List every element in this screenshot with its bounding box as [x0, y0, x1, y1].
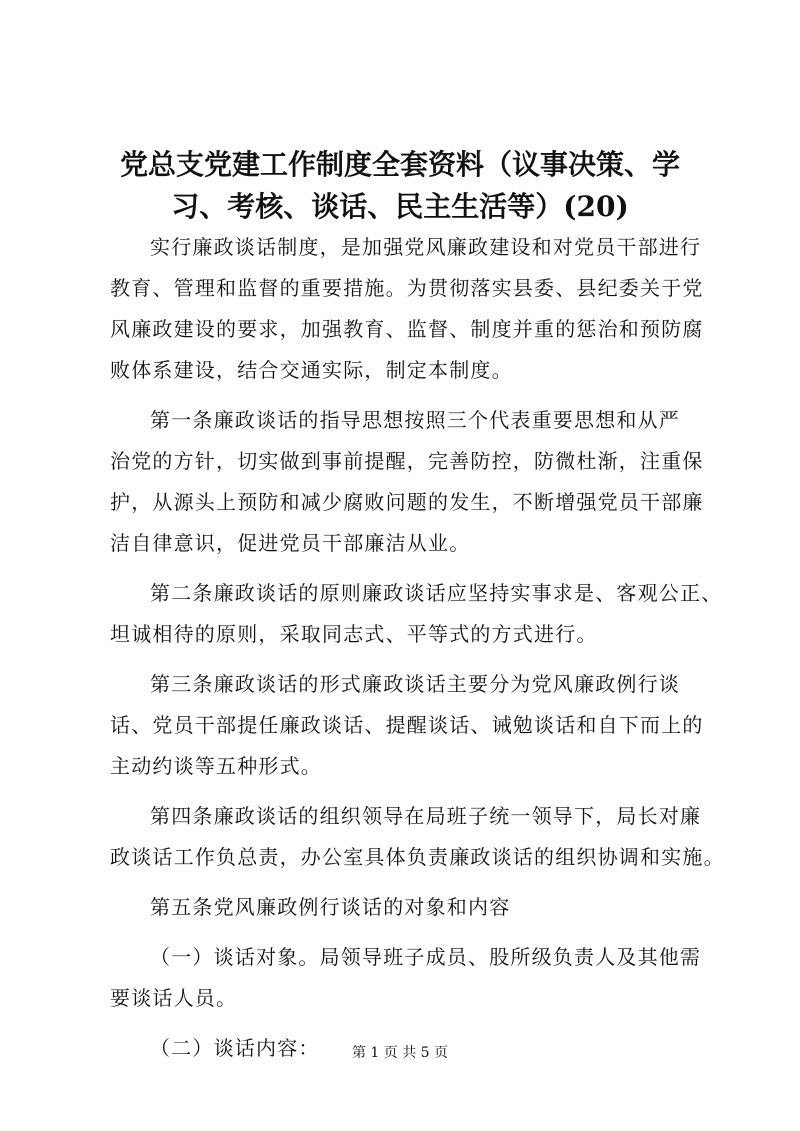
text-line: 政谈话工作负总责，办公室具体负责廉政谈话的组织协调和实施。: [110, 845, 725, 869]
title-line-2: 习、考核、谈话、民主生活等）(20): [171, 190, 629, 223]
text-line: 要谈话人员。: [110, 986, 238, 1010]
text-line: 败体系建设，结合交通实际，制定本制度。: [110, 358, 513, 382]
text-line: 风廉政建设的要求，加强教育、监督、制度并重的惩治和预防腐: [110, 317, 704, 341]
text-line: 教育、管理和监督的重要措施。为贯彻落实县委、县纪委关于党: [110, 276, 704, 300]
document-title: [90, 144, 710, 228]
text-line: 第五条党风廉政例行谈话的对象和内容: [150, 895, 511, 919]
text-line: 治党的方针，切实做到事前提醒，完善防控，防微杜渐，注重保: [110, 449, 704, 473]
text-line: （一）谈话对象。局领导班子成员、股所级负责人及其他需: [150, 945, 702, 969]
page-number-footer: 第 1 页 共 5 页: [351, 1045, 449, 1061]
text-line: 护，从源头上预防和减少腐败问题的发生，不断增强党员干部廉: [110, 490, 704, 514]
paragraph-article-5: [110, 887, 715, 928]
title-line-1: 党总支党建工作制度全套资料（议事决策、学: [119, 148, 680, 181]
text-line: 第二条廉政谈话的原则廉政谈话应坚持实事求是、客观公正、: [150, 581, 723, 605]
text-line: 第四条廉政谈话的组织领导在局班子统一领导下，局长对廉: [150, 804, 702, 828]
paragraph-article-4: [110, 796, 725, 878]
text-line: 第一条廉政谈话的指导思想按照三个代表重要思想和从严: [150, 408, 680, 432]
paragraph-article-1: [110, 400, 715, 564]
document-body: [110, 227, 725, 1078]
text-line: 洁自律意识，促进党员干部廉洁从业。: [110, 531, 471, 555]
paragraph-item-1: [110, 937, 715, 1019]
text-line: 实行廉政谈话制度，是加强党风廉政建设和对党员干部进行: [150, 235, 702, 259]
text-line: （二）谈话内容：: [150, 1036, 320, 1060]
paragraph-intro: [110, 227, 715, 391]
text-line: 坦诚相待的原则，采取同志式、平等式的方式进行。: [110, 622, 598, 646]
text-line: 第三条廉政谈话的形式廉政谈话主要分为党风廉政例行谈: [150, 672, 680, 696]
paragraph-article-2: [110, 573, 723, 655]
text-line: 话、党员干部提任廉政谈话、提醒谈话、诫勉谈话和自下而上的: [110, 713, 704, 737]
paragraph-article-3: [110, 664, 715, 787]
text-line: 主动约谈等五种形式。: [110, 754, 322, 778]
